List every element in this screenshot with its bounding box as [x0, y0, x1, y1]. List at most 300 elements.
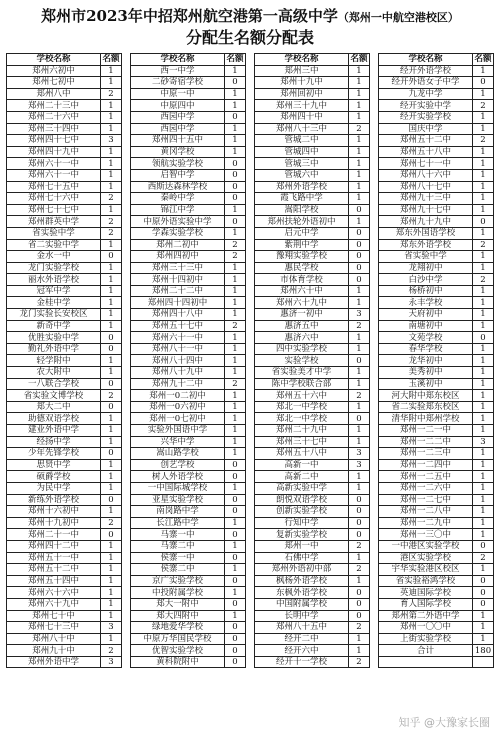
quota-value: 0 — [225, 656, 246, 668]
school-name: 郑州八十一中 — [131, 343, 225, 355]
quota-value: 2 — [349, 123, 370, 135]
school-name: 惠济六中 — [255, 332, 349, 344]
school-name: 绿地爱华学校 — [131, 622, 225, 634]
table-row — [255, 494, 370, 506]
table-row — [379, 181, 494, 193]
quota-value: 1 — [349, 285, 370, 297]
table-row — [379, 100, 494, 112]
school-name: 郑州六十一中 — [131, 332, 225, 344]
quota-value: 1 — [473, 204, 494, 216]
school-name: 管城六中 — [255, 169, 349, 181]
table-row — [131, 285, 246, 297]
table-row — [7, 355, 122, 367]
table-row — [7, 297, 122, 309]
quota-value: 1 — [349, 367, 370, 379]
quota-value: 2 — [225, 378, 246, 390]
table-row — [131, 251, 246, 263]
quota-value: 1 — [225, 332, 246, 344]
school-name: 省实验文博学校 — [7, 390, 101, 402]
school-name: 启元中学 — [255, 227, 349, 239]
table-row — [379, 146, 494, 158]
school-name: 郑州一二七中 — [379, 494, 473, 506]
table-row — [255, 169, 370, 181]
quota-value: 0 — [349, 598, 370, 610]
quota-value: 1 — [101, 309, 122, 321]
table-row — [131, 193, 246, 205]
quota-value: 1 — [101, 575, 122, 587]
quota-value: 1 — [473, 123, 494, 135]
school-name: 清华附中郑州学校 — [379, 413, 473, 425]
table-row — [379, 610, 494, 622]
quota-value: 1 — [225, 123, 246, 135]
quota-table-col-2 — [130, 53, 246, 668]
quota-value: 0 — [473, 332, 494, 344]
table-row — [379, 552, 494, 564]
school-name: 郑州七十一中 — [379, 158, 473, 170]
quota-value: 0 — [101, 529, 122, 541]
school-name: 郑州群英中学 — [7, 216, 101, 228]
table-row — [255, 540, 370, 552]
school-name: 紫荆中学 — [255, 239, 349, 251]
quota-value: 1 — [101, 204, 122, 216]
school-name: 郑州六十一中 — [7, 169, 101, 181]
quota-value: 1 — [101, 169, 122, 181]
school-name: 郑州四十四初中 — [131, 297, 225, 309]
quota-value: 1 — [473, 146, 494, 158]
school-name: 枫杨外语学校 — [255, 575, 349, 587]
school-name: 龙门实验学校 — [7, 262, 101, 274]
quota-value: 1 — [473, 262, 494, 274]
header-quota: 名额 — [474, 54, 492, 65]
school-name: 郑州第二外语中学 — [379, 610, 473, 622]
table-row — [7, 111, 122, 123]
school-name: 郑州七十六中 — [7, 193, 101, 205]
table-row — [255, 285, 370, 297]
school-name: 郑州二初中 — [131, 239, 225, 251]
quota-value: 0 — [225, 552, 246, 564]
quota-value: 1 — [349, 158, 370, 170]
table-row — [379, 622, 494, 634]
quota-value: 1 — [349, 482, 370, 494]
table-row — [379, 482, 494, 494]
table-row — [131, 355, 246, 367]
quota-value: 0 — [101, 494, 122, 506]
quota-value: 1 — [101, 598, 122, 610]
quota-value: 0 — [225, 529, 246, 541]
school-name: 郑州一0七初中 — [131, 413, 225, 425]
quota-value: 1 — [225, 65, 246, 77]
table-row — [131, 622, 246, 634]
table-row — [131, 274, 246, 286]
table-row — [379, 645, 494, 657]
school-name: 永丰学校 — [379, 297, 473, 309]
school-name: 西斯达森林学校 — [131, 181, 225, 193]
table-row — [255, 123, 370, 135]
table-row — [131, 436, 246, 448]
table-row — [7, 204, 122, 216]
table-row — [255, 262, 370, 274]
table-row — [131, 494, 246, 506]
school-name: 郑州五十七中 — [131, 320, 225, 332]
quota-value: 0 — [349, 227, 370, 239]
quota-value: 0 — [101, 332, 122, 344]
table-row — [255, 146, 370, 158]
school-name: 郑州二十二中 — [131, 285, 225, 297]
table-row — [7, 262, 122, 274]
table-row — [7, 169, 122, 181]
table-row — [131, 158, 246, 170]
table-row — [131, 123, 246, 135]
school-name: 京广实验学校 — [131, 575, 225, 587]
school-name: 郑州七十中 — [7, 610, 101, 622]
school-name: 省二实验郑东校区 — [379, 401, 473, 413]
school-name: 石佛中学 — [255, 552, 349, 564]
school-name: 郑州三十七中 — [255, 436, 349, 448]
table-row — [7, 216, 122, 228]
table-row — [7, 517, 122, 529]
title-subtitle: （郑州一中航空港校区） — [337, 11, 459, 24]
table-row — [7, 575, 122, 587]
school-name: 锦江中学 — [131, 204, 225, 216]
quota-value: 2 — [101, 390, 122, 402]
school-name: 学森实验学校 — [131, 227, 225, 239]
quota-value: 2 — [349, 656, 370, 668]
quota-value: 1 — [225, 448, 246, 460]
school-name: 郑州六十一中 — [7, 158, 101, 170]
table-row — [379, 540, 494, 552]
school-name: 管城三中 — [255, 158, 349, 170]
table-row — [379, 425, 494, 437]
school-name: 河大附中郑东校区 — [379, 390, 473, 402]
quota-value: 2 — [473, 552, 494, 564]
table-row — [379, 633, 494, 645]
table-row — [131, 320, 246, 332]
quota-value: 1 — [473, 506, 494, 518]
school-name: 郑州扶轮外语初中 — [255, 216, 349, 228]
table-row — [131, 88, 246, 100]
table-row — [379, 216, 494, 228]
school-name: 郑州一二八中 — [379, 506, 473, 518]
title-line-2: 分配生名额分配表 — [185, 28, 314, 47]
school-name: 管城四中 — [255, 146, 349, 158]
quota-value: 0 — [473, 587, 494, 599]
quota-value: 0 — [225, 459, 246, 471]
school-name: 郑州八十九中 — [131, 367, 225, 379]
table-row — [379, 251, 494, 263]
table-row — [255, 227, 370, 239]
table-row — [255, 332, 370, 344]
table-row — [379, 158, 494, 170]
quota-value: 0 — [349, 529, 370, 541]
school-name: 优智实验学校 — [131, 645, 225, 657]
quota-value: 0 — [225, 158, 246, 170]
school-name: 惠民学校 — [255, 262, 349, 274]
table-row — [7, 645, 122, 657]
school-name: 省二实验中学 — [7, 239, 101, 251]
table-row — [7, 285, 122, 297]
quota-value: 1 — [349, 645, 370, 657]
table-row — [7, 610, 122, 622]
page-title — [0, 6, 500, 48]
quota-value: 0 — [225, 622, 246, 634]
title-main: 郑州市2023年中招郑州航空港第一高级中学 — [41, 7, 338, 25]
school-name: 经开外语女子中学 — [379, 77, 473, 89]
quota-value: 1 — [473, 529, 494, 541]
school-name: 南塘初中 — [379, 320, 473, 332]
school-name: 郑州外语中学 — [7, 656, 101, 668]
table-row — [255, 193, 370, 205]
table-row — [7, 506, 122, 518]
quota-value: 1 — [473, 425, 494, 437]
header-school: 学校名称 — [7, 54, 101, 66]
quota-value: 1 — [225, 413, 246, 425]
quota-value: 1 — [349, 100, 370, 112]
table-row — [379, 517, 494, 529]
quota-value: 1 — [349, 111, 370, 123]
school-name: 四中实验学校 — [255, 343, 349, 355]
school-name: 郑州二十九中 — [255, 425, 349, 437]
quota-value: 1 — [225, 540, 246, 552]
quota-value: 0 — [225, 575, 246, 587]
quota-value: 1 — [349, 332, 370, 344]
table-row — [379, 587, 494, 599]
table-row — [7, 436, 122, 448]
table-row — [255, 274, 370, 286]
table-row — [131, 367, 246, 379]
school-name: 郑东外语学校 — [379, 239, 473, 251]
quota-value: 1 — [473, 413, 494, 425]
school-name: 亚星实验学校 — [131, 494, 225, 506]
school-name: 郑州一二六中 — [379, 482, 473, 494]
school-name: 郑州五十六中 — [255, 390, 349, 402]
quota-value: 1 — [349, 135, 370, 147]
table-row — [131, 216, 246, 228]
school-name: 中原外语实验中学 — [131, 216, 225, 228]
school-name: 实验外国语中学 — [131, 425, 225, 437]
quota-value: 0 — [225, 645, 246, 657]
table-row — [131, 517, 246, 529]
table-row — [131, 471, 246, 483]
quota-value: 2 — [473, 100, 494, 112]
quota-value: 1 — [473, 158, 494, 170]
school-name: 助德双语学校 — [7, 413, 101, 425]
school-name: 郑州七十三中 — [7, 622, 101, 634]
school-name: 郑州一二九中 — [379, 517, 473, 529]
school-name: 创艺学校 — [131, 459, 225, 471]
school-name: 郑州九十九中 — [379, 216, 473, 228]
table-row — [7, 564, 122, 576]
school-name: 郑州三十三中 — [131, 262, 225, 274]
quota-value: 1 — [225, 135, 246, 147]
quota-value: 2 — [349, 320, 370, 332]
quota-value: 1 — [473, 309, 494, 321]
table-row — [255, 459, 370, 471]
table-row — [131, 135, 246, 147]
table-row — [7, 193, 122, 205]
school-name: 郑州外语学校 — [255, 181, 349, 193]
quota-value: 2 — [225, 239, 246, 251]
table-row — [7, 448, 122, 460]
quota-value: 2 — [101, 227, 122, 239]
table-row — [7, 100, 122, 112]
school-name: 郑大二中 — [7, 401, 101, 413]
school-name: 育人国际学校 — [379, 598, 473, 610]
quota-value: 1 — [225, 204, 246, 216]
school-name: 郑州八十六中 — [379, 169, 473, 181]
table-row — [131, 146, 246, 158]
quota-value: 1 — [473, 88, 494, 100]
table-row — [131, 656, 246, 668]
quota-value: 1 — [225, 401, 246, 413]
school-name: 西园中学 — [131, 111, 225, 123]
quota-table-col-3 — [254, 53, 370, 668]
quota-value: 1 — [473, 297, 494, 309]
school-name: 思贤中学 — [7, 459, 101, 471]
quota-value: 0 — [225, 633, 246, 645]
quota-value: 1 — [473, 471, 494, 483]
school-name: 优胜实验中学 — [7, 332, 101, 344]
table-row — [379, 448, 494, 460]
table-row — [379, 436, 494, 448]
school-name: 郑州十四初中 — [131, 274, 225, 286]
table-row — [131, 111, 246, 123]
quota-value: 1 — [101, 123, 122, 135]
table-row — [7, 425, 122, 437]
quota-value: 1 — [225, 343, 246, 355]
table-row — [7, 320, 122, 332]
quota-value: 1 — [101, 285, 122, 297]
table-row — [379, 204, 494, 216]
quota-value: 1 — [101, 633, 122, 645]
school-name: 郑州一二一中 — [379, 425, 473, 437]
quota-value: 1 — [225, 297, 246, 309]
table-row — [131, 297, 246, 309]
quota-value: 1 — [101, 274, 122, 286]
quota-value: 1 — [349, 169, 370, 181]
quota-value: 0 — [225, 169, 246, 181]
table-row — [255, 320, 370, 332]
table-header-row — [131, 54, 246, 66]
quota-value: 1 — [101, 413, 122, 425]
quota-value: 1 — [473, 633, 494, 645]
school-name: 农大附中 — [7, 367, 101, 379]
quota-value: 1 — [473, 355, 494, 367]
school-name: 中原一中 — [131, 88, 225, 100]
table-row — [131, 645, 246, 657]
school-name: 白沙中学 — [379, 274, 473, 286]
table-row — [379, 343, 494, 355]
table-row — [255, 309, 370, 321]
quota-value: 0 — [349, 413, 370, 425]
quota-value: 1 — [225, 88, 246, 100]
table-header-row — [7, 54, 122, 66]
table-row — [131, 564, 246, 576]
school-name: 侯寨一中 — [131, 552, 225, 564]
table-row — [379, 88, 494, 100]
table-row — [255, 610, 370, 622]
table-row — [255, 135, 370, 147]
table-row — [131, 425, 246, 437]
school-name: 郑州五十四中 — [7, 575, 101, 587]
quota-value: 1 — [101, 610, 122, 622]
school-name: 市体育学校 — [255, 274, 349, 286]
school-name: 惠济一初中 — [255, 309, 349, 321]
quota-value: 2 — [473, 239, 494, 251]
school-name: 郑州一二二中 — [379, 436, 473, 448]
table-row — [7, 239, 122, 251]
table-row — [7, 332, 122, 344]
quota-value: 1 — [101, 181, 122, 193]
school-name: 中国附属学校 — [255, 598, 349, 610]
quota-value: 1 — [473, 401, 494, 413]
quota-value: 1 — [101, 320, 122, 332]
table-row — [255, 204, 370, 216]
quota-value: 1 — [101, 587, 122, 599]
school-name: 郑州四十八中 — [131, 309, 225, 321]
table-row — [255, 378, 370, 390]
header-school: 学校名称 — [131, 54, 225, 66]
table-row — [379, 274, 494, 286]
school-name: 郑北一中学校 — [255, 413, 349, 425]
school-name: 郑州二十一中 — [7, 529, 101, 541]
table-row — [255, 552, 370, 564]
quota-value: 0 — [349, 610, 370, 622]
school-name: 郑州七初中 — [7, 77, 101, 89]
school-name: 郑大一附中 — [131, 598, 225, 610]
table-row — [255, 88, 370, 100]
school-name: 郑州三十四中 — [7, 123, 101, 135]
table-row — [7, 181, 122, 193]
school-name: 郑州九十中 — [7, 645, 101, 657]
school-name: 惠济五中 — [255, 320, 349, 332]
quota-value: 0 — [473, 540, 494, 552]
school-name: 郑州六十中 — [255, 285, 349, 297]
school-name: 郑州五十二中 — [7, 564, 101, 576]
table-row — [7, 401, 122, 413]
table-row — [379, 77, 494, 89]
table-row — [7, 309, 122, 321]
table-row — [379, 193, 494, 205]
quota-value: 1 — [473, 169, 494, 181]
school-name: 郑州一〇〇中 — [379, 622, 473, 634]
table-row — [7, 459, 122, 471]
school-name: 郑州一二五中 — [379, 471, 473, 483]
school-name: 建业外语中学 — [7, 425, 101, 437]
quota-value: 1 — [101, 158, 122, 170]
quota-value: 1 — [101, 146, 122, 158]
school-name: 东枫外语学校 — [255, 587, 349, 599]
quota-value: 1 — [349, 297, 370, 309]
quota-value: 0 — [349, 262, 370, 274]
school-name: 高新一中 — [255, 459, 349, 471]
header-quota: 名额 — [102, 54, 120, 65]
school-name: 马寨一中 — [131, 529, 225, 541]
table-row — [7, 540, 122, 552]
table-row — [255, 77, 370, 89]
school-name: 郑州八十五中 — [255, 622, 349, 634]
quota-value: 1 — [473, 193, 494, 205]
quota-value: 1 — [349, 193, 370, 205]
school-name: 郑东外国语学校 — [379, 227, 473, 239]
table-row — [131, 540, 246, 552]
quota-value: 1 — [101, 297, 122, 309]
quota-value: 0 — [101, 378, 122, 390]
school-name: 玉溪初中 — [379, 378, 473, 390]
quota-value: 0 — [349, 204, 370, 216]
school-name: 天府初中 — [379, 309, 473, 321]
quota-value: 1 — [225, 587, 246, 599]
quota-value: 1 — [349, 401, 370, 413]
